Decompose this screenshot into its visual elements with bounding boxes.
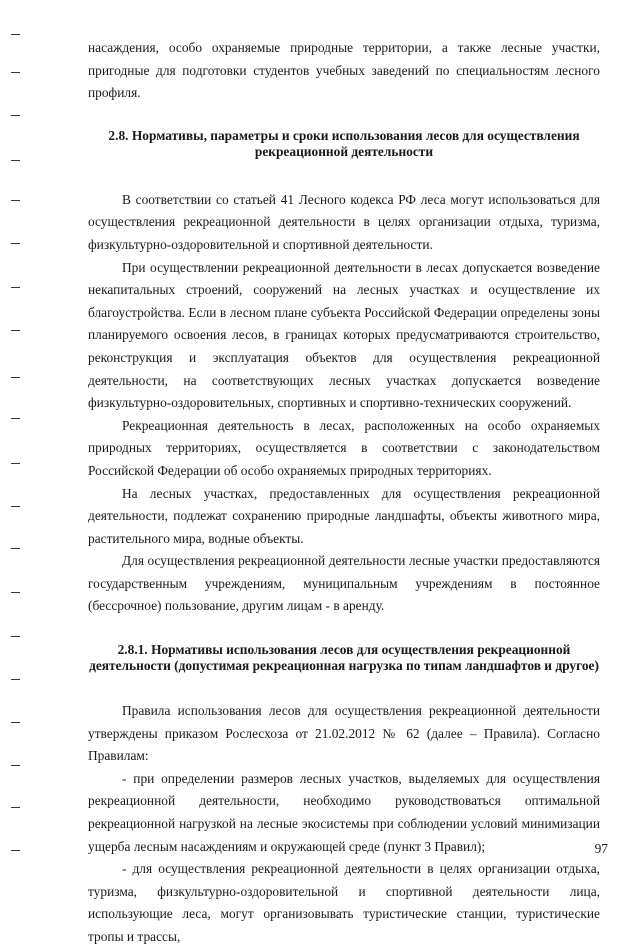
section-paragraph: В соответствии со статьей 41 Лесного кодекса РФ леса могут использоваться для осуществления рекреационной деятельности в целях организации отдыха, туризма, физкультурно-оздоровительной и спортивной деятельности. [88,191,600,252]
document-body [88,37,600,949]
margin-mark [11,636,20,637]
list-item: - для осуществления рекреационной деятельности в целях организации отдыха, туризма, физкультурно-оздоровительной и спортивной деятельности лица, использующие леса, могут организовывать туристические станции, туристические тропы и трассы, [88,861,600,944]
margin-mark [11,506,20,507]
section-paragraph: При осуществлении рекреационной деятельности в лесах допускается возведение некапитальных строений, сооружений на лесных участках и осуществление их благоустройства. Если в лесном плане субъекта Российской Федерации определены зоны планируемого освоения лесов, в границах которых предусматриваются строительство, реконструкция и эксплуатация объектов для осуществления рекреационной деятельности, на соответствующих лесных участках допускается возведение физкультурно-оздоровительных, спортивных и спортивно-технических сооружений. [88,259,600,411]
margin-mark [11,34,20,35]
margin-mark [11,679,20,680]
margin-mark [11,200,20,201]
margin-mark [11,243,20,244]
margin-mark [11,850,20,851]
margin-mark [11,722,20,723]
list-item: - при определении размеров лесных участков, выделяемых для осуществления рекреационной деятельности, необходимо руководствоваться оптимальной рекреационной нагрузкой на лесные экосистемы при соблюдении условий минимизации ущерба лесным насаждениям и окружающей среде (пункт 3 Правил); [88,770,600,854]
subsection-heading: 2.8.1. Нормативы использования лесов для осуществления рекреационной деятельности (допустимая рекреационная нагрузка по типам ландшафтов и другое) [89,642,599,674]
margin-mark [11,548,20,549]
subsection-paragraph: Правила использования лесов для осуществления рекреационной деятельности утверждены приказом Рослесхоза от 21.02.2012 № 62 (далее – Правила). Согласно Правилам: [88,703,600,764]
section-paragraph: На лесных участках, предоставленных для осуществления рекреационной деятельности, подлежат сохранению природные ландшафты, объекты животного мира, растительного мира, водные объекты. [88,485,600,546]
page-number: 97 [594,841,608,856]
margin-mark [11,160,20,161]
margin-mark [11,592,20,593]
margin-mark [11,418,20,419]
margin-mark [11,72,20,73]
margin-mark [11,377,20,378]
margin-mark [11,287,20,288]
section-paragraph: Для осуществления рекреационной деятельности лесные участки предоставляются государственным учреждениям, муниципальным учреждениям в постоянное (бессрочное) пользование, другим лицам - в аренду. [88,553,600,614]
margin-mark [11,115,20,116]
margin-mark [11,330,20,331]
section-paragraph: Рекреационная деятельность в лесах, расположенных на особо охраняемых природных территориях, осуществляется в соответствии с законодательством Российской Федерации об особо охраняемых природных территориях. [88,417,600,478]
section-heading: 2.8. Нормативы, параметры и сроки использования лесов для осуществления рекреационной деятельности [108,127,580,159]
intro-paragraph: насаждения, особо охраняемые природные территории, а также лесные участки, пригодные для подготовки студентов учебных заведений по специальностям лесного профиля. [88,40,600,101]
margin-mark [11,765,20,766]
margin-mark [11,807,20,808]
margin-mark [11,463,20,464]
binding-margin-marks [0,0,30,905]
